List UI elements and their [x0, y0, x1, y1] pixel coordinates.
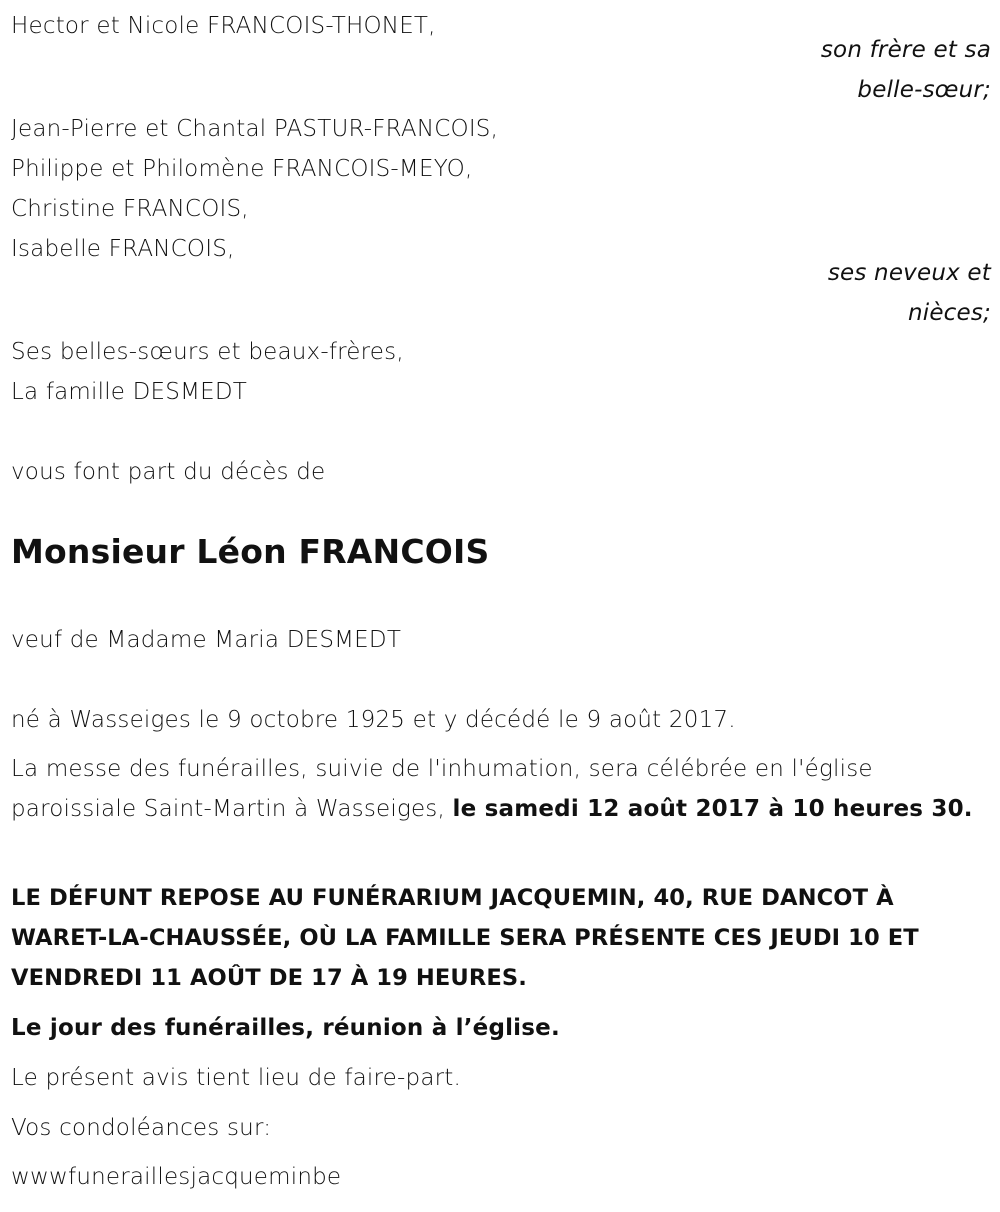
- announcer-name: Jean-Pierre et Chantal PASTUR-FRANCOIS,: [11, 116, 499, 142]
- relation-label: belle-sœur;: [857, 77, 991, 103]
- deceased-name: Monsieur Léon FRANCOIS: [11, 532, 490, 571]
- mass-text: La messe des funérailles, suivie de l'inhumation, sera célébrée en l'église paroissiale Saint-Martin à Wasseiges,: [11, 756, 873, 822]
- announcer-name: Ses belles-sœurs et beaux-frères,: [11, 339, 404, 365]
- intro-text: vous font part du décès de: [11, 459, 326, 485]
- announcer-name: Hector et Nicole FRANCOIS-THONET,: [11, 13, 436, 39]
- relation-label: nièces;: [907, 300, 991, 326]
- announcer-name: Isabelle FRANCOIS,: [11, 236, 235, 262]
- meeting-text: Le jour des funérailles, réunion à l’église.: [11, 1015, 560, 1041]
- repose-notice: LE DÉFUNT REPOSE AU FUNÉRARIUM JACQUEMIN, 40, RUE DANCOT À WARET-LA-CHAUSSÉE, OÙ LA FAMILLE SERA PRÉSENTE CES JEUDI 10 ET VENDREDI 11 AOÛT DE 17 À 19 HEURES.: [11, 885, 919, 991]
- announcer-name: La famille DESMEDT: [11, 379, 248, 405]
- mass-paragraph: [11, 749, 996, 829]
- relation-label: ses neveux et: [827, 260, 991, 286]
- website-link[interactable]: wwwfuneraillesjacqueminbe: [11, 1164, 342, 1190]
- notice-text: Le présent avis tient lieu de faire-part.: [11, 1065, 462, 1091]
- relation-label: son frère et sa: [820, 37, 991, 63]
- condolences-label: Vos condoléances sur:: [11, 1115, 272, 1141]
- birth-death-text: né à Wasseiges le 9 octobre 1925 et y décédé le 9 août 2017.: [11, 707, 736, 733]
- mass-datetime: le samedi 12 août 2017 à 10 heures 30.: [452, 796, 973, 822]
- widow-of-text: veuf de Madame Maria DESMEDT: [11, 627, 402, 653]
- announcer-name: Philippe et Philomène FRANCOIS-MEYO,: [11, 156, 473, 182]
- announcer-name: Christine FRANCOIS,: [11, 196, 249, 222]
